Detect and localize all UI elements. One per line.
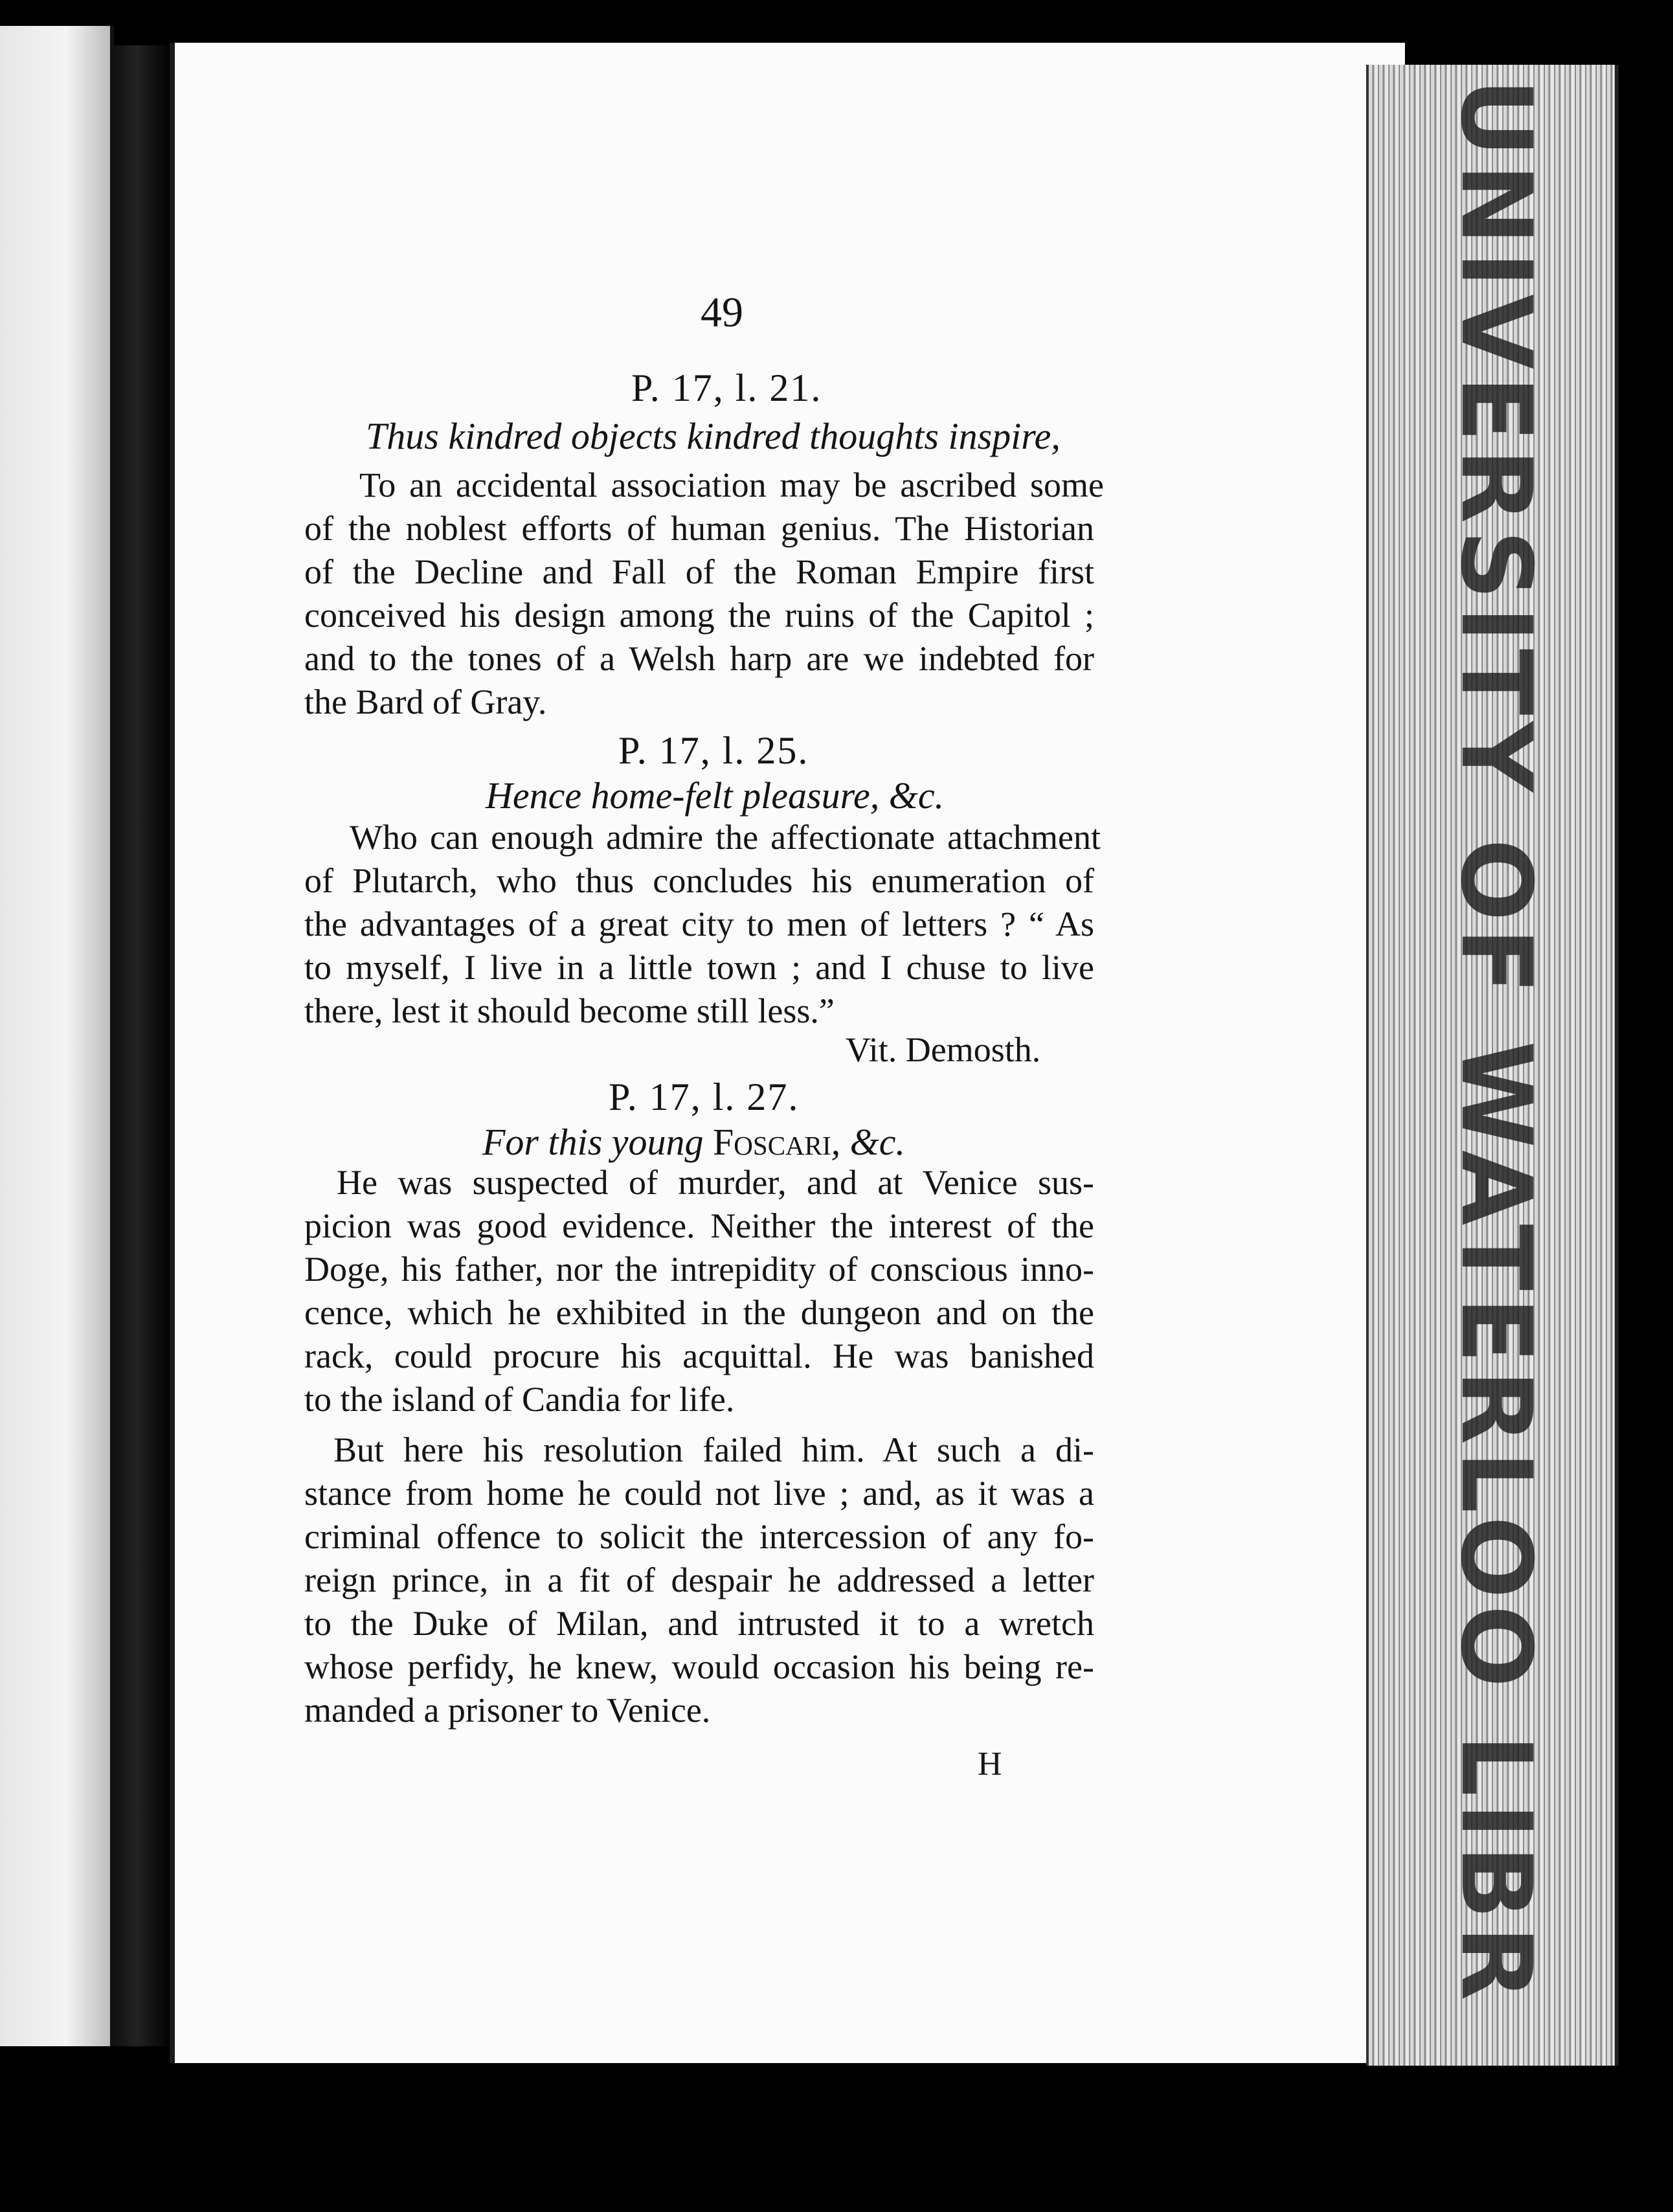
section-quote-prefix: For this young [482, 1121, 713, 1163]
signature-mark: H [978, 1746, 1002, 1783]
text-line: conceived his design among the ruins of the Capitol ; [304, 596, 1094, 635]
text-line: reign prince, in a fit of despair he addressed a letter [304, 1561, 1094, 1599]
text-line: He was suspected of murder, and at Venice sus- [337, 1163, 1094, 1202]
section-quote-name: Foscari [713, 1121, 831, 1163]
left-page-edge [0, 26, 114, 2046]
text-line: stance from home he could not live ; and, as it was a [304, 1474, 1094, 1513]
section-quote [482, 1120, 905, 1164]
text-line: and to the tones of a Welsh harp are we indebted for [304, 639, 1094, 678]
text-line: picion was good evidence. Neither the interest of the [304, 1206, 1094, 1245]
text-line: the Bard of Gray. [304, 683, 547, 721]
section-quote: Hence home-felt pleasure, &c. [486, 774, 945, 817]
section-quote-suffix: , &c. [831, 1121, 906, 1163]
text-line: But here his resolution failed him. At such a di- [333, 1430, 1094, 1469]
page-number: 49 [701, 289, 743, 336]
section-heading: P. 17, l. 21. [631, 367, 822, 409]
text-line: of the noblest efforts of human genius. The Historian [304, 509, 1094, 548]
library-stamp [1411, 78, 1580, 2007]
book-page [170, 43, 1405, 2063]
text-line: of Plutarch, who thus concludes his enumeration of [304, 861, 1094, 900]
text-line: rack, could procure his acquittal. He was banished [304, 1337, 1094, 1375]
text-line: to the Duke of Milan, and intrusted it to a wretch [304, 1604, 1094, 1643]
text-line: To an accidental association may be ascribed some [359, 466, 1104, 504]
library-stamp-text: UNIVERSITY OF WATERLOO LIBR [1439, 78, 1552, 2007]
text-line: whose perfidy, he knew, would occasion his being re- [304, 1647, 1094, 1686]
section-heading: P. 17, l. 27. [609, 1076, 800, 1118]
book-spine-shadow [114, 45, 172, 2046]
attribution: Vit. Demosth. [846, 1030, 1041, 1069]
text-line: to myself, I live in a little town ; and I chuse to live [304, 948, 1094, 987]
text-line: there, lest it should become still less.” [304, 991, 835, 1030]
section-heading: P. 17, l. 25. [618, 729, 809, 772]
section-quote: Thus kindred objects kindred thoughts inspire, [366, 415, 1061, 457]
text-line: Doge, his father, nor the intrepidity of conscious inno- [304, 1250, 1094, 1289]
text-line: of the Decline and Fall of the Roman Empire first [304, 552, 1094, 591]
text-line: cence, which he exhibited in the dungeon and on the [304, 1293, 1094, 1332]
text-line: to the island of Candia for life. [304, 1380, 735, 1419]
text-line: criminal offence to solicit the intercession of any fo- [304, 1517, 1094, 1556]
text-line: Who can enough admire the affectionate attachment [350, 818, 1101, 857]
text-line: manded a prisoner to Venice. [304, 1691, 711, 1730]
text-line: the advantages of a great city to men of letters ? “ As [304, 905, 1094, 943]
